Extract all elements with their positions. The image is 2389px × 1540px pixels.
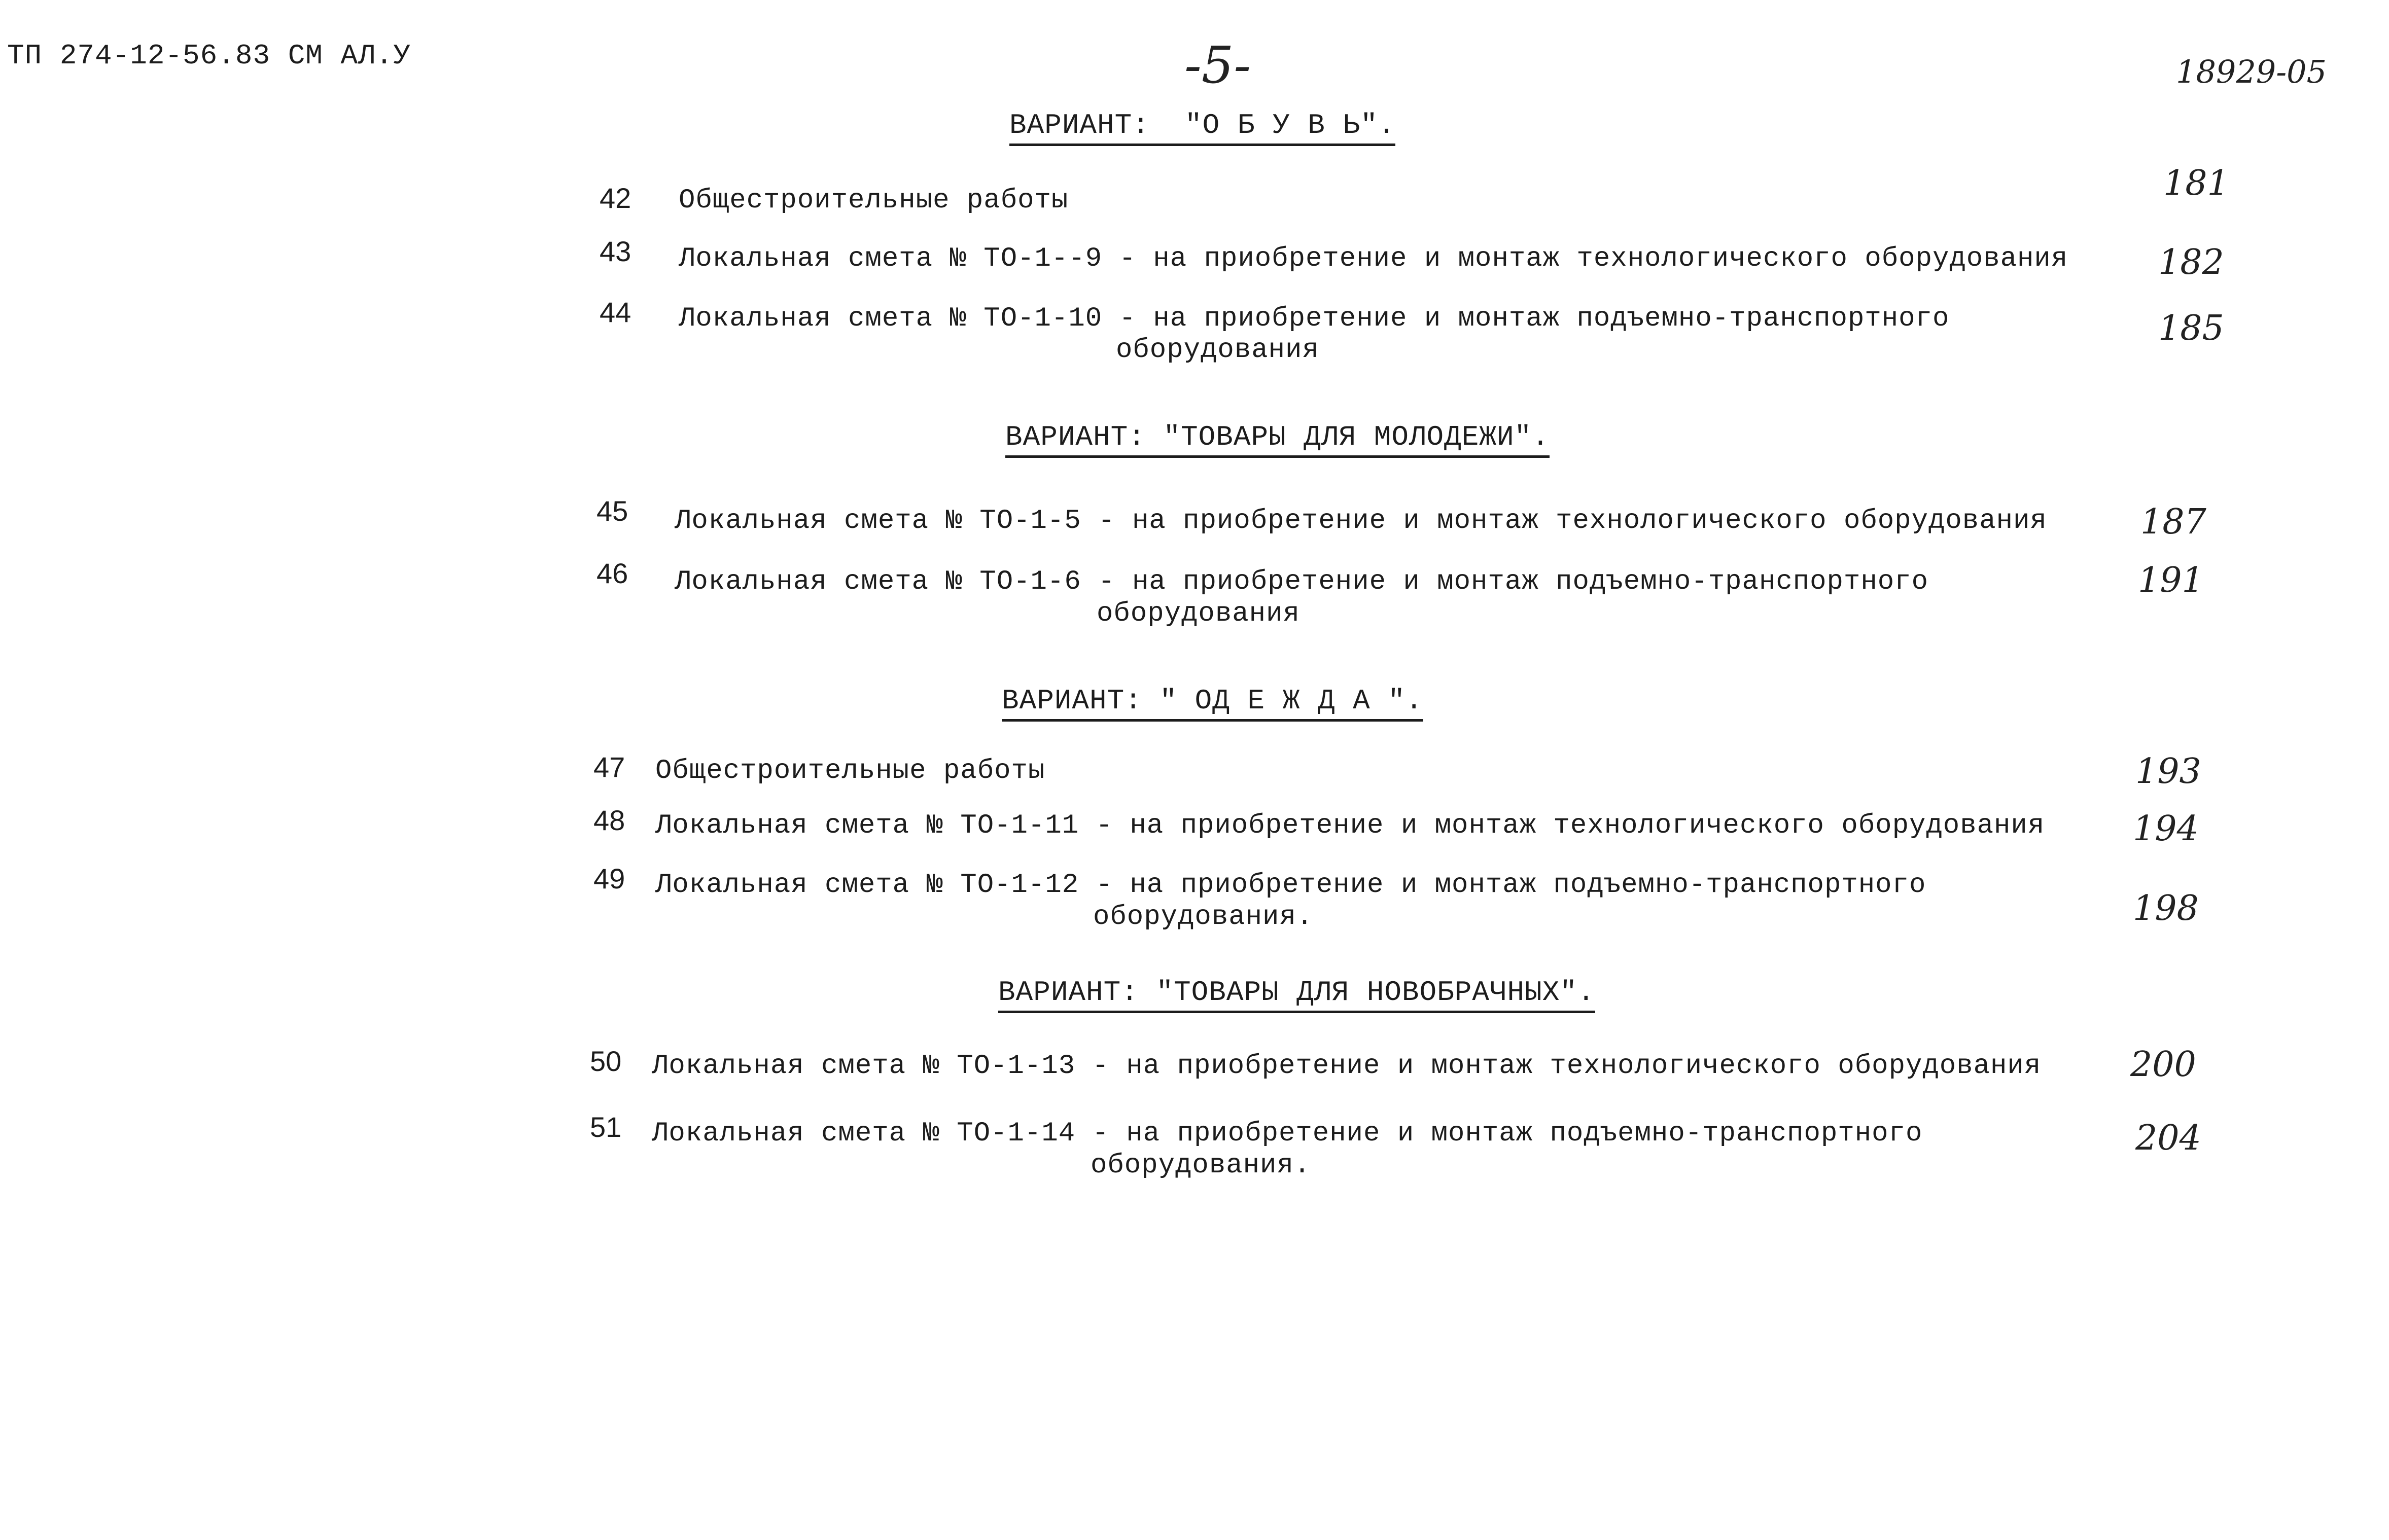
item-page: 187 [2140, 502, 2206, 542]
item-number: 49 [593, 863, 625, 894]
section-heading: ВАРИАНТ: "ТОВАРЫ ДЛЯ МОЛОДЕЖИ". [1005, 421, 1550, 458]
item-title: Локальная смета № ТО-1-11 - на приобретение и монтаж технологического оборудования [655, 810, 2045, 841]
item-title: Общестроительные работы [655, 756, 1045, 786]
item-page: 191 [2138, 560, 2204, 600]
item-title-continuation: оборудования [1116, 335, 1319, 366]
document-code: ТП 274-12-56.83 СМ АЛ.У [7, 40, 411, 72]
item-title: Локальная смета № ТО-1-10 - на приобретение и монтаж подъемно-транспортного [679, 303, 1950, 334]
item-page: 200 [2130, 1045, 2196, 1085]
item-title: Локальная смета № ТО-1-5 - на приобретение и монтаж технологического оборудования [675, 506, 2047, 536]
inventory-number: 18929-05 [2176, 53, 2327, 90]
section-heading: ВАРИАНТ: " ОД Е Ж Д А ". [1002, 685, 1423, 722]
item-title: Локальная смета № ТО-1-13 - на приобретение и монтаж технологического оборудования [652, 1051, 2042, 1082]
item-number: 43 [600, 235, 631, 267]
item-page: 198 [2133, 888, 2199, 928]
item-title-continuation: оборудования. [1093, 902, 1314, 933]
item-number: 46 [596, 557, 628, 589]
item-title: Общестроительные работы [679, 185, 1069, 216]
item-number: 48 [593, 804, 625, 836]
item-title-continuation: оборудования. [1091, 1150, 1311, 1181]
item-page: 182 [2158, 242, 2224, 282]
item-title: Локальная смета № ТО-1--9 - на приобретение и монтаж технологического оборудования [679, 243, 2068, 274]
item-number: 42 [600, 182, 631, 214]
item-page: 194 [2133, 809, 2199, 849]
item-title: Локальная смета № ТО-1-12 - на приобретение и монтаж подъемно-транспортного [655, 870, 1926, 901]
item-title: Локальная смета № ТО-1-14 - на приобретение и монтаж подъемно-транспортного [652, 1118, 1923, 1149]
item-number: 44 [600, 296, 631, 328]
page-number: -5- [1184, 35, 1251, 95]
item-number: 47 [593, 751, 625, 783]
section-heading: ВАРИАНТ: "О Б У В Ь". [1009, 109, 1395, 146]
item-page: 193 [2135, 751, 2201, 792]
item-number: 50 [590, 1045, 622, 1077]
item-title: Локальная смета № ТО-1-6 - на приобретение и монтаж подъемно-транспортного [675, 566, 1928, 597]
item-page: 204 [2135, 1118, 2201, 1158]
item-number: 45 [596, 495, 628, 527]
item-title-continuation: оборудования [1097, 598, 1300, 629]
item-page: 181 [2163, 163, 2229, 203]
item-number: 51 [590, 1111, 622, 1143]
section-heading: ВАРИАНТ: "ТОВАРЫ ДЛЯ НОВОБРАЧНЫХ". [998, 976, 1595, 1013]
item-page: 185 [2158, 308, 2224, 348]
